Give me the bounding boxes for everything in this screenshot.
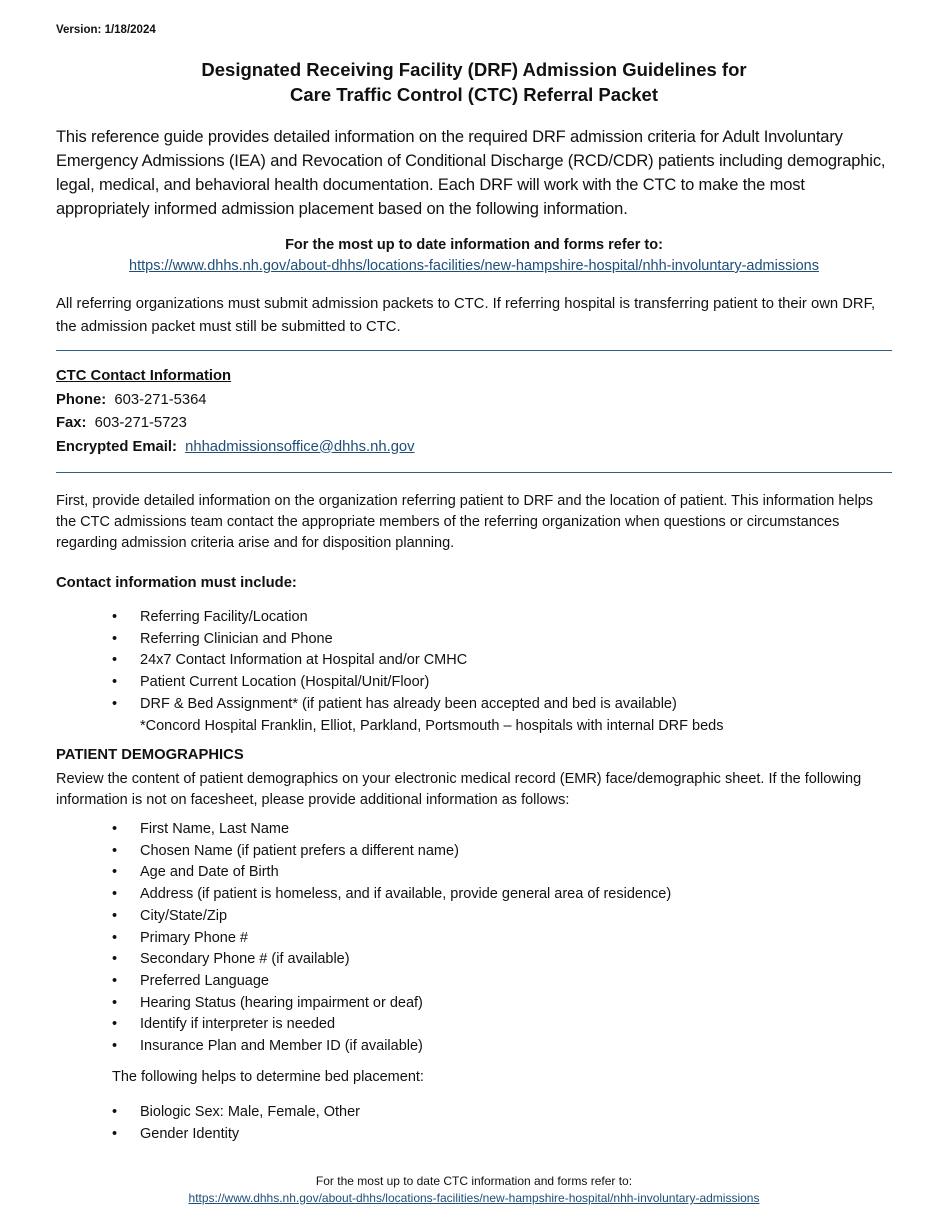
- bullet-icon: •: [112, 1125, 118, 1142]
- list-item: • Referring Clinician and Phone: [112, 629, 723, 651]
- list-item: • Identify if interpreter is needed: [112, 1014, 671, 1036]
- internal-drf-note: *Concord Hospital Franklin, Elliot, Parkland, Portsmouth – hospitals with internal DRF beds: [140, 717, 724, 734]
- bullet-icon: •: [112, 864, 118, 881]
- list-item: • Primary Phone #: [112, 928, 671, 950]
- divider-top: [56, 350, 892, 351]
- involuntary-admissions-link[interactable]: https://www.dhhs.nh.gov/about-dhhs/locations-facilities/new-hampshire-hospital/nhh-involuntary-admissions: [129, 258, 819, 274]
- divider-bottom: [56, 472, 892, 473]
- list-item: • Secondary Phone # (if available): [112, 949, 671, 971]
- bullet-icon: •: [112, 929, 118, 946]
- bullet-icon: •: [112, 695, 118, 712]
- bullet-icon: •: [112, 1104, 118, 1120]
- ctc-contact-block: [56, 365, 415, 459]
- bed-placement-intro: The following helps to determine bed placement:: [112, 1069, 424, 1085]
- list-item: • Gender Identity: [112, 1124, 360, 1146]
- bullet-icon: •: [112, 652, 118, 669]
- page-footer: [56, 1173, 892, 1207]
- list-item: • Patient Current Location (Hospital/Unit/Floor): [112, 672, 723, 694]
- list-item: • Age and Date of Birth: [112, 862, 671, 884]
- fax-label: Fax:: [56, 415, 87, 431]
- email-link[interactable]: nhhadmissionsoffice@dhhs.nh.gov: [185, 438, 415, 455]
- document-title: [56, 57, 892, 107]
- list-item: • DRF & Bed Assignment* (if patient has already been accepted and bed is available) *Concord Hospital Franklin, Elliot, Parkland, Portsmouth – hospitals with internal DRF beds: [112, 694, 723, 737]
- email-line: [56, 436, 415, 460]
- list-item: • City/State/Zip: [112, 906, 671, 928]
- refer-link-line: [56, 258, 892, 274]
- demographics-paragraph: Review the content of patient demographics on your electronic medical record (EMR) face/demographic sheet. If the following information is not on facesheet, please provide additional information as follows:: [56, 771, 862, 808]
- list-item: • Preferred Language: [112, 971, 671, 993]
- demographics-heading: PATIENT DEMOGRAPHICS: [56, 747, 244, 763]
- bullet-icon: •: [112, 972, 118, 989]
- bullet-icon: •: [112, 821, 118, 837]
- bullet-icon: •: [112, 674, 118, 691]
- footer-text: For the most up to date CTC information and forms refer to:: [315, 1174, 633, 1188]
- list-item: • Insurance Plan and Member ID (if available): [112, 1036, 671, 1058]
- list-item: • Hearing Status (hearing impairment or deaf): [112, 993, 671, 1015]
- bullet-icon: •: [112, 1038, 118, 1055]
- ctc-contact-heading: CTC Contact Information: [56, 368, 232, 384]
- refer-heading: For the most up to date information and forms refer to:: [285, 237, 663, 253]
- fax-line: [56, 412, 415, 436]
- footer-link[interactable]: https://www.dhhs.nh.gov/about-dhhs/locations-facilities/new-hampshire-hospital/nhh-involuntary-admissions: [188, 1191, 760, 1205]
- bullet-icon: •: [112, 907, 118, 924]
- submission-paragraph: All referring organizations must submit admission packets to CTC. If referring hospital is transferring patient to their own DRF, the admission packet must still be submitted to CTC.: [56, 296, 876, 335]
- list-item: • Referring Facility/Location: [112, 607, 723, 629]
- phone-line: [56, 389, 415, 413]
- phone-value: 603-271-5364: [114, 391, 207, 408]
- list-item: • Chosen Name (if patient prefers a different name): [112, 841, 671, 863]
- email-label: Encrypted Email:: [56, 438, 177, 455]
- list-item: • Address (if patient is homeless, and if available, provide general area of residence): [112, 884, 671, 906]
- title-line-2: Care Traffic Control (CTC) Referral Packet: [289, 84, 659, 105]
- referring-org-paragraph: First, provide detailed information on the organization referring patient to DRF and the location of patient. This information helps the CTC admissions team contact the appropriate members of the referring organization when questions or circumstances regarding admission criteria arise and for disposition planning.: [56, 493, 874, 551]
- intro-paragraph: This reference guide provides detailed information on the required DRF admission criteria for Adult Involuntary Emergency Admissions (IEA) and Revocation of Conditional Discharge (RCD/CDR) patients including demographic, legal, medical, and behavioral health documentation. Each DRF will work with the CTC to make the most appropriately informed admission placement based on the following information.: [56, 128, 886, 218]
- bullet-icon: •: [112, 609, 118, 625]
- bullet-icon: •: [112, 994, 118, 1011]
- bullet-icon: •: [112, 951, 118, 968]
- list-item: • First Name, Last Name: [112, 819, 671, 841]
- list-item: • Biologic Sex: Male, Female, Other: [112, 1102, 360, 1124]
- title-line-1: Designated Receiving Facility (DRF) Admission Guidelines for: [201, 59, 747, 80]
- bullet-icon: •: [112, 842, 118, 859]
- list-item: • 24x7 Contact Information at Hospital and/or CMHC: [112, 650, 723, 672]
- contact-must-list: [112, 607, 723, 737]
- bed-placement-list: [112, 1102, 360, 1145]
- demographics-list: [112, 819, 671, 1058]
- fax-value: 603-271-5723: [94, 415, 187, 431]
- bullet-icon: •: [112, 630, 118, 647]
- bullet-icon: •: [112, 886, 118, 903]
- version-label: Version: 1/18/2024: [56, 24, 156, 36]
- phone-label: Phone:: [56, 391, 107, 408]
- contact-must-heading: Contact information must include:: [56, 575, 297, 591]
- bullet-icon: •: [112, 1016, 118, 1033]
